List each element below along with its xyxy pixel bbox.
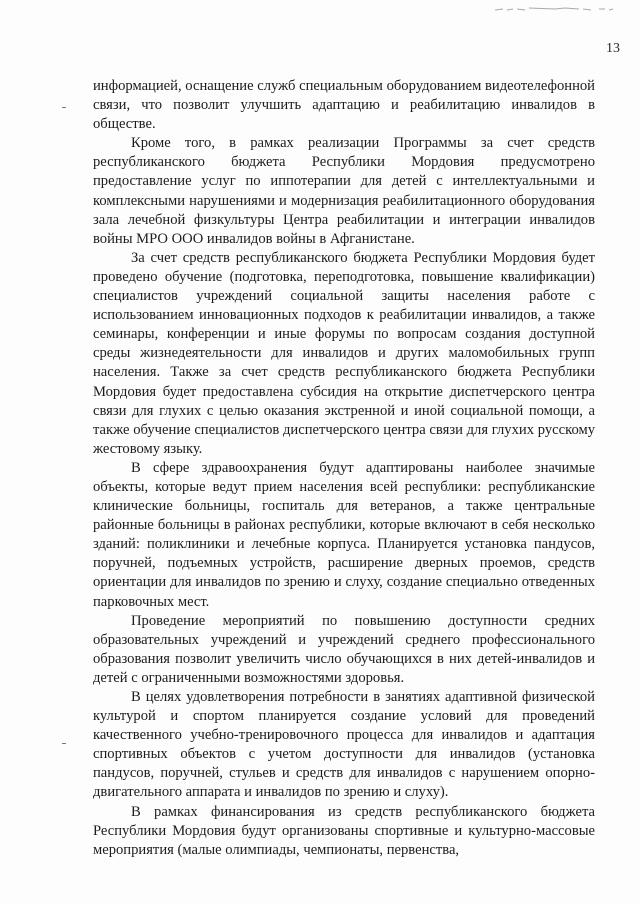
paragraph: Кроме того, в рамках реализации Программы за счет средств республиканского бюджета Республики Мордовия предусмотрено предоставление услуг по иппотерапии для детей с интеллектуальными и комплексными нарушениями и модернизация реабилитационного оборудования зала лечебной физкультуры Центра реабилитации и интеграции инвалидов войны МРО ООО инвалидов войны в Афганистане. — [93, 135, 595, 247]
document-body — [93, 77, 595, 860]
paragraph: В сфере здравоохранения будут адаптированы наиболее значимые объекты, которые ведут прием населения всей республики: республиканские клинические больницы, госпиталь для ветеранов, а также центральные районные больницы в районах республики, которые включают в себя несколько зданий: поликлиники и лечебные корпуса. Планируется установка пандусов, поручней, подъемных устройств, расширение дверных проемов, средств ориентации для инвалидов по зрению и слуху, создание специально отведенных парковочных мест. — [93, 459, 595, 610]
scan-artifact — [495, 5, 615, 12]
paragraph: За счет средств республиканского бюджета Республики Мордовия будет проведено обучение (подготовка, переподготовка, повышение квалификации) специалистов учреждений социальной защиты населения работе с использованием инновационных подходов к реабилитации инвалидов, а также семинары, конференции и иные форумы по вопросам создания доступной среды жизнедеятельности для инвалидов и других маломобильных групп населения. Также за счет средств республиканского бюджета Республики Мордовия будет предоставлена субсидия на открытие диспетчерского центра связи для глухих с целью оказания экстренной и иной социальной помощи, а также обучение специалистов диспетчерского центра связи для глухих русскому жестовому языку. — [93, 249, 595, 457]
page-number: 13 — [606, 41, 620, 56]
paragraph: В целях удовлетворения потребности в занятиях адаптивной физической культурой и спортом планируется создание условий для проведений качественного учебно-тренировочного процесса для инвалидов и адаптация спортивных объектов с учетом доступности для инвалидов (установка пандусов, поручней, стульев и средств для инвалидов с нарушением опорно-двигательного аппарата и инвалидов по зрению и слуху). — [93, 689, 595, 801]
margin-mark — [62, 743, 66, 744]
paragraph: В рамках финансирования из средств республиканского бюджета Республики Мордовия будут организованы спортивные и культурно-массовые мероприятия (малые олимпиады, чемпионаты, первенства, — [93, 803, 595, 858]
paragraph: Проведение мероприятий по повышению доступности средних образовательных учреждений и учреждений среднего профессионального образования позволит увеличить число обучающихся в них детей-инвалидов и детей с ограниченными возможностями здоровья. — [93, 612, 595, 686]
margin-mark — [62, 107, 66, 108]
paragraph: информацией, оснащение служб специальным оборудованием видеотелефонной связи, что позволит улучшить адаптацию и реабилитацию инвалидов в обществе. — [93, 78, 595, 133]
